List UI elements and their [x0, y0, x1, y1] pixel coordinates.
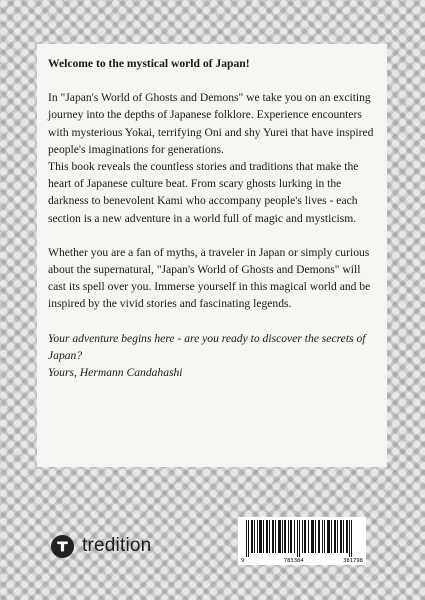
barcode-digits-left: 783384 — [283, 558, 304, 564]
blurb-signature: Yours, Hermann Candahashi — [48, 366, 183, 380]
barcode-digit-first: 9 — [241, 558, 245, 564]
publisher-logo — [51, 534, 151, 558]
barcode-digits — [238, 558, 366, 564]
blurb-text — [48, 55, 378, 381]
isbn-barcode — [238, 517, 366, 565]
publisher-name: tredition — [82, 535, 152, 556]
blurb-closing-line: Your adventure begins here - are you ready to discover the secrets of Japan? — [48, 331, 366, 362]
barcode-bars — [238, 517, 366, 557]
blurb-paragraph-2: This book reveals the countless stories and traditions that make the heart of Japanese culture beat. From scary ghosts lurking in the darkness to benevolent Kami who accompany people's lives - each section is a new adventure in a world full of magic and mysticism. — [48, 160, 359, 225]
blurb-paragraph-3: Whether you are a fan of myths, a traveler in Japan or simply curious about the supernatural, "Japan's World of Ghosts and Demons" will cast its spell over you. Immerse yourself in this magical world and be inspired by the vivid stories and fascinating legends. — [48, 245, 371, 311]
blurb-paragraph-1: In "Japan's World of Ghosts and Demons" we take you on an exciting journey into the depths of Japanese folklore. Experience encounters with mysterious Yokai, terrifying Oni and shy Yurei that have inspired people's imaginations for generations. — [48, 91, 374, 156]
tredition-logo-icon — [51, 535, 74, 558]
barcode-digits-right: 381798 — [343, 558, 363, 564]
blurb-panel — [37, 44, 387, 467]
blurb-heading: Welcome to the mystical world of Japan! — [48, 57, 250, 70]
